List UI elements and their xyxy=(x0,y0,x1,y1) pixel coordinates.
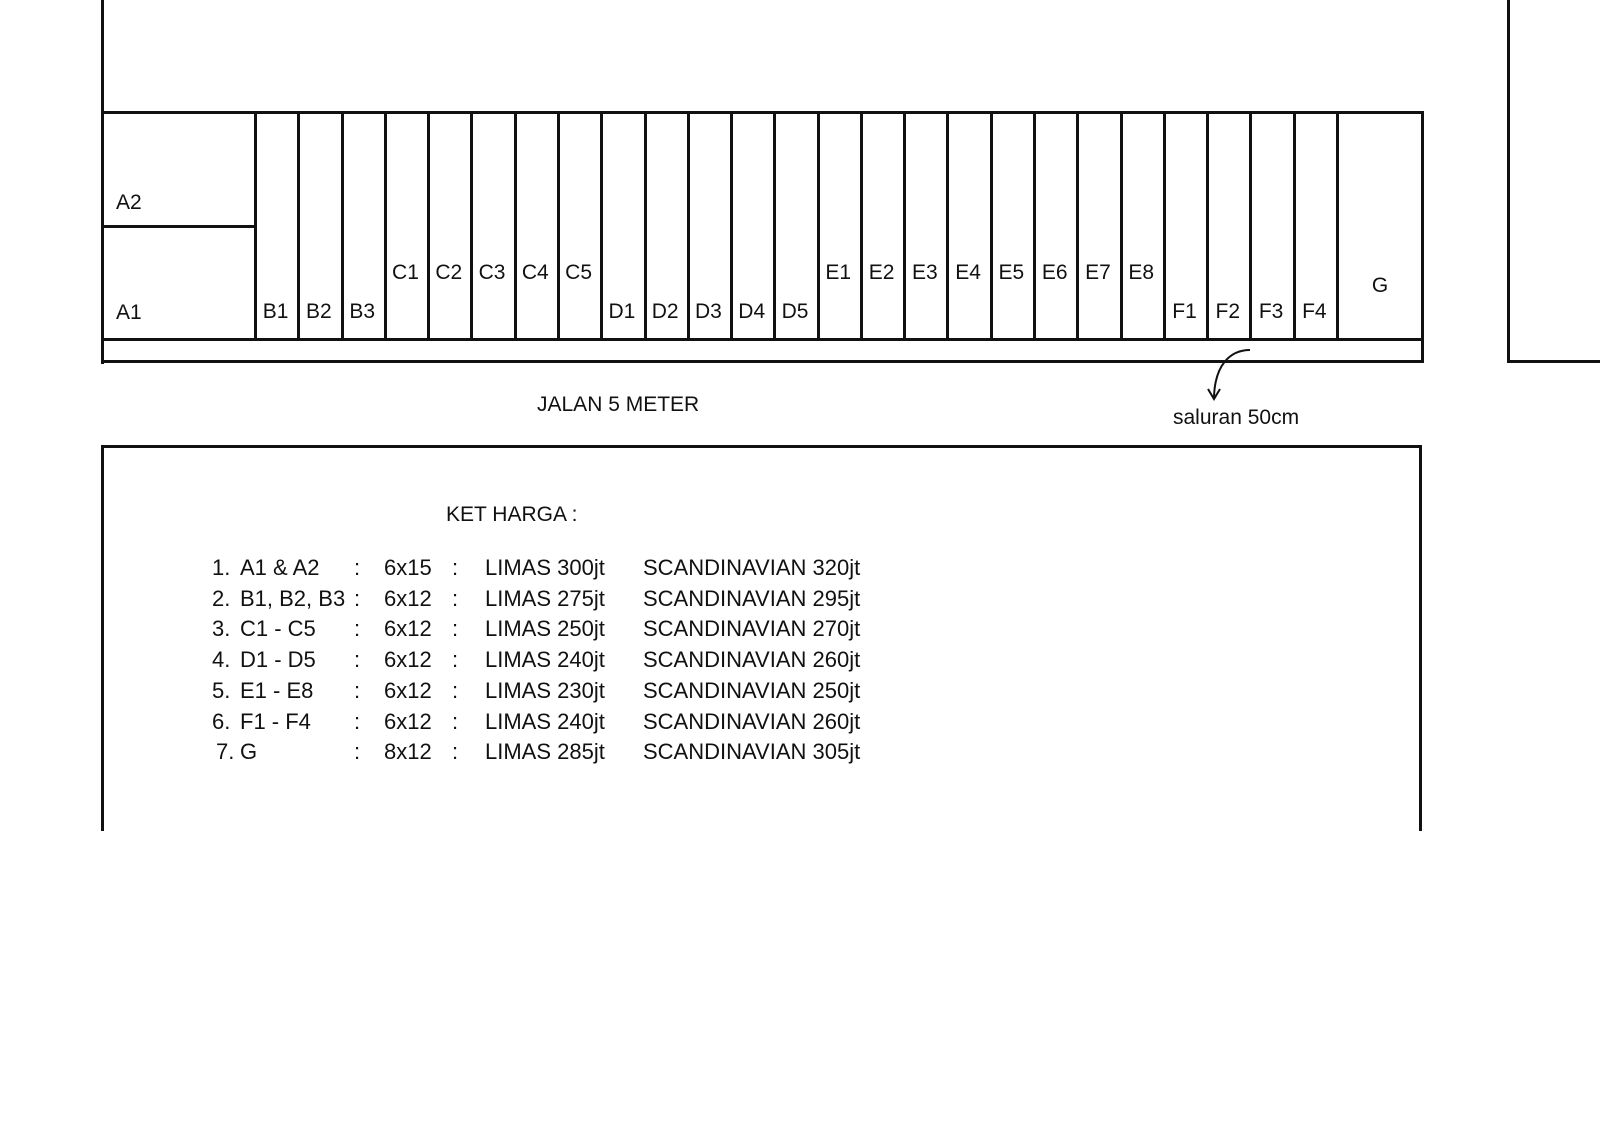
row-separator: : xyxy=(452,647,459,673)
plot-label: F1 xyxy=(1172,300,1197,323)
drain-label: saluran 50cm xyxy=(1173,406,1300,429)
legend-row xyxy=(0,709,1000,739)
plot-E1[interactable] xyxy=(820,114,863,338)
row-separator: : xyxy=(354,647,361,673)
row-number: 6. xyxy=(212,708,231,734)
row-plots: A1 & A2 xyxy=(240,555,320,580)
plot-label: E5 xyxy=(998,261,1025,284)
plot-C5[interactable] xyxy=(560,114,603,338)
row-scandinavian-price: SCANDINAVIAN 250jt xyxy=(643,677,861,703)
plot-D3[interactable] xyxy=(690,114,733,338)
row-scandinavian-price: SCANDINAVIAN 260jt xyxy=(643,647,861,673)
drain-channel-line xyxy=(104,338,1421,341)
plot-E2[interactable] xyxy=(863,114,906,338)
row-limas-price: LIMAS 300jt xyxy=(485,555,605,580)
row-limas-price: LIMAS 275jt xyxy=(485,585,605,611)
plot-label: E7 xyxy=(1085,261,1111,284)
row-plots: F1 - F4 xyxy=(240,708,311,734)
row-separator: : xyxy=(354,677,361,703)
row-scandinavian-price: SCANDINAVIAN 305jt xyxy=(643,739,861,765)
legend-row xyxy=(0,555,1000,585)
plot-A2[interactable]: A2 xyxy=(116,191,142,214)
neighbor-bottom-line xyxy=(1507,360,1600,363)
row-size: 6x12 xyxy=(384,585,432,611)
plot-label: C5 xyxy=(565,261,593,284)
row-number: 5. xyxy=(212,677,231,703)
legend-title: KET HARGA : xyxy=(446,503,578,526)
plot-F4[interactable] xyxy=(1296,114,1339,338)
row-scandinavian-price: SCANDINAVIAN 295jt xyxy=(643,585,861,611)
row-plots: G xyxy=(240,739,258,765)
row-separator: : xyxy=(452,708,459,734)
plot-label: B3 xyxy=(349,300,376,323)
legend-row xyxy=(0,586,1000,616)
row-separator: : xyxy=(354,616,361,642)
plot-a-divider xyxy=(104,225,254,228)
plot-E3[interactable] xyxy=(906,114,949,338)
plot-E5[interactable] xyxy=(993,114,1036,338)
row-separator: : xyxy=(452,677,459,703)
row-scandinavian-price: SCANDINAVIAN 320jt xyxy=(643,555,861,580)
plot-B1[interactable] xyxy=(257,114,300,338)
plot-G[interactable] xyxy=(1339,114,1421,338)
row-separator: : xyxy=(354,708,361,734)
row-number: 2. xyxy=(212,585,231,611)
row-plots: E1 - E8 xyxy=(240,677,314,703)
plot-A1[interactable]: A1 xyxy=(116,301,142,324)
row-limas-price: LIMAS 230jt xyxy=(485,677,605,703)
row-size: 6x12 xyxy=(384,647,432,673)
row-plots: D1 - D5 xyxy=(240,647,316,673)
row-separator: : xyxy=(452,739,459,765)
legend-row xyxy=(0,739,1000,769)
plot-label: D2 xyxy=(651,300,679,323)
plot-label: C4 xyxy=(521,261,549,284)
plot-label: C1 xyxy=(392,261,419,284)
row-separator: : xyxy=(452,555,459,580)
row-size: 6x12 xyxy=(384,708,432,734)
row-number: 1. xyxy=(212,555,231,580)
plot-label: E8 xyxy=(1128,261,1155,284)
row-number: 7. xyxy=(216,739,235,765)
row-limas-price: LIMAS 285jt xyxy=(485,739,605,765)
plot-B2[interactable] xyxy=(300,114,343,338)
plot-label: F3 xyxy=(1258,300,1284,323)
plot-label: D4 xyxy=(738,300,766,323)
plot-B3[interactable] xyxy=(344,114,387,338)
plot-label: F4 xyxy=(1302,300,1327,323)
plot-C2[interactable] xyxy=(430,114,473,338)
plot-E8[interactable] xyxy=(1123,114,1166,338)
row-number: 4. xyxy=(212,647,231,673)
row-separator: : xyxy=(354,555,361,580)
plot-label: D1 xyxy=(608,300,636,323)
plot-C3[interactable] xyxy=(473,114,516,338)
road-label: JALAN 5 METER xyxy=(537,393,700,416)
plot-label: C3 xyxy=(478,261,506,284)
row-separator: : xyxy=(354,585,361,611)
row-plots xyxy=(257,114,1339,338)
plot-F1[interactable] xyxy=(1166,114,1209,338)
row-scandinavian-price: SCANDINAVIAN 270jt xyxy=(643,616,861,642)
plot-D5[interactable] xyxy=(776,114,819,338)
row-separator: : xyxy=(452,585,459,611)
row-limas-price: LIMAS 250jt xyxy=(485,616,605,642)
plot-label: B1 xyxy=(262,300,289,323)
row-plots: B1, B2, B3 xyxy=(240,585,346,611)
plot-F2[interactable] xyxy=(1209,114,1252,338)
row-plots: C1 - C5 xyxy=(240,616,316,642)
plot-label: E6 xyxy=(1041,261,1068,284)
legend-table xyxy=(0,555,1000,785)
row-limas-price: LIMAS 240jt xyxy=(485,647,605,673)
row-scandinavian-price: SCANDINAVIAN 260jt xyxy=(643,708,861,734)
plot-D2[interactable] xyxy=(647,114,690,338)
legend-row xyxy=(0,616,1000,646)
legend-row xyxy=(0,678,1000,708)
plot-E4[interactable] xyxy=(949,114,992,338)
plot-C4[interactable] xyxy=(517,114,560,338)
plot-label: E4 xyxy=(955,261,981,284)
row-separator: : xyxy=(354,739,361,765)
row-size: 8x12 xyxy=(384,739,432,765)
row-number: 3. xyxy=(212,616,231,642)
plot-label: B2 xyxy=(306,300,332,323)
plot-F3[interactable] xyxy=(1252,114,1295,338)
plot-label: D3 xyxy=(695,300,722,323)
row-size: 6x12 xyxy=(384,677,432,703)
legend-row xyxy=(0,647,1000,677)
plot-G-label: G xyxy=(1371,274,1389,297)
row-size: 6x15 xyxy=(384,555,432,580)
plot-label: C2 xyxy=(435,261,463,284)
plot-label: F2 xyxy=(1215,300,1241,323)
neighbor-left-line xyxy=(1507,0,1510,363)
plot-a-block xyxy=(104,114,257,338)
curved-arrow-icon xyxy=(1200,345,1260,405)
row-limas-price: LIMAS 240jt xyxy=(485,708,605,734)
plot-C1[interactable] xyxy=(387,114,430,338)
plot-E6[interactable] xyxy=(1036,114,1079,338)
plot-D4[interactable] xyxy=(733,114,776,338)
plot-label: E2 xyxy=(868,261,895,284)
row-size: 6x12 xyxy=(384,616,432,642)
plot-label: D5 xyxy=(781,300,809,323)
plot-label: E1 xyxy=(825,261,852,284)
plot-label: E3 xyxy=(911,261,938,284)
row-separator: : xyxy=(452,616,459,642)
plot-D1[interactable] xyxy=(603,114,646,338)
plot-E7[interactable] xyxy=(1079,114,1122,338)
